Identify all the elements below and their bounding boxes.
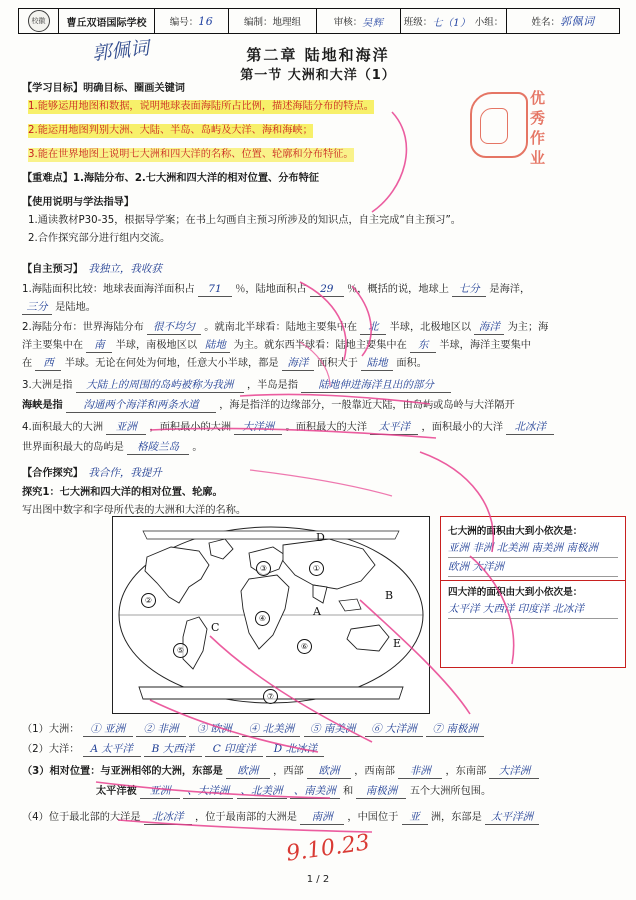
stamp-line-4: 业 — [530, 149, 547, 167]
answer-3-pacific-1: 亚洲 — [140, 784, 180, 799]
answer-1-item-6: ⑥ 大洋洲 — [365, 722, 423, 737]
answer-1-label: （1）大洲： — [22, 724, 80, 735]
q4-text-d: ，面积最小的大洋 — [421, 422, 504, 433]
ocean-order-title: 四大洋的面积由大到小依次是： — [448, 587, 583, 598]
header-table — [18, 8, 620, 34]
preview-q1-line2 — [22, 300, 96, 315]
q2-answer-g: 东 — [410, 338, 436, 353]
cooperate-heading-row — [22, 466, 162, 481]
answer-3-row-2 — [96, 784, 491, 799]
answer-3-text-c: ，西部 — [273, 766, 304, 777]
stamp-text — [530, 88, 546, 168]
reviewer — [317, 9, 401, 33]
q2-text-g: 为主。就东西半球看：陆地主要集中在 — [233, 340, 407, 351]
answer-4-southmost: 南洲 — [300, 810, 344, 825]
reviewer-label: 审核： — [333, 17, 363, 28]
objectives-heading: 【学习目标】明确目标、圈画关键词 — [22, 83, 185, 94]
crest-circle: 校徽 — [28, 10, 50, 32]
answer-2-label: （2）大洋： — [22, 744, 80, 755]
preview-q3-line2 — [22, 398, 515, 413]
q3-answer-d: 沟通两个海洋和两条水道 — [66, 398, 216, 413]
area-order-answer-box — [440, 516, 626, 668]
chapter-title: 第二章 陆地和海洋 — [246, 46, 390, 64]
answer-3-southeast: 大洋洲 — [489, 764, 539, 779]
q2-text-k: 面积大于 — [317, 358, 358, 369]
answer-3-pacific-5: 南极洲 — [356, 784, 406, 799]
q4-text-b: ，面积最小的大洲 — [149, 422, 232, 433]
school-crest-icon — [19, 9, 59, 33]
cooperate-heading-note: 我合作，我提升 — [88, 467, 162, 479]
cooperate-heading: 【合作探究】 — [22, 468, 84, 479]
answer-3-row-1 — [22, 764, 539, 779]
answer-1-item-5: ⑤ 南美洲 — [304, 722, 362, 737]
answer-3-pacific-and: 和 — [343, 786, 354, 797]
usage-heading: 【使用说明与学法指导】 — [22, 197, 135, 208]
answer-1-item-1: ① 亚洲 — [83, 722, 133, 737]
stamp-line-3: 作 — [530, 129, 547, 147]
answer-2-item-4: D 北冰洋 — [266, 742, 324, 757]
stamp-line-2: 秀 — [530, 109, 547, 127]
answer-3-pacific-2: 、大洋洲 — [183, 784, 233, 799]
objective-item-3: 3.能在世界地图上说明七大洲和四大洋的名称、位置、轮廓和分布特征。 — [28, 149, 354, 160]
stamp-line-1: 优 — [530, 89, 547, 107]
q4-answer-a: 亚洲 — [106, 420, 146, 435]
q2-text-l: 面积。 — [396, 358, 427, 369]
answer-1-item-7: ⑦ 南极洲 — [426, 722, 484, 737]
answer-3-text-e: ，西南部 — [354, 766, 395, 777]
q4-answer-b: 大洋洲 — [234, 420, 282, 435]
class-label: 班级： — [403, 17, 433, 28]
objective-item-1: 1.能够运用地图和数据，说明地球表面海陆所占比例，描述海陆分布的特点。 — [28, 101, 374, 112]
answer-4-text-e: ，中国位于 — [347, 812, 399, 823]
cooperate-task: 探究1：七大洲和四大洋的相对位置、轮廓。 — [22, 487, 223, 498]
answer-2-item-3: C 印度洋 — [205, 742, 263, 757]
map-number-1: ① — [309, 561, 324, 576]
answer-4-row — [22, 810, 539, 825]
q3-text-b: ，半岛是指 — [246, 380, 298, 391]
map-label-A: A — [313, 605, 321, 618]
q2-text-b: 。就南北半球看：陆地主要集中在 — [204, 322, 358, 333]
world-map-svg — [113, 517, 429, 713]
q1-text-b: ％，陆地面积占 — [235, 284, 307, 295]
q3-answer-b: 陆地伸进海洋且出的部分 — [301, 378, 451, 393]
continent-order-title: 七大洲的面积由大到小依次是： — [448, 526, 583, 537]
usage-item-1: 1.通读教材P30-35，根据导学案；在书上勾画自主预习所涉及的知识点，自主完成“自主预习”。 — [28, 215, 461, 226]
answer-3-west: 欧洲 — [307, 764, 351, 779]
q2-text-f: 半球，南极地区以 — [115, 340, 198, 351]
answer-3-east: 欧洲 — [226, 764, 270, 779]
q4-answer-d: 北冰洋 — [506, 420, 554, 435]
answer-4-text-c: ，位于最南部的大洲是 — [195, 812, 297, 823]
objective-item-2: 2.能运用地图判别大洲、大陆、半岛、岛屿及大洋、海和海峡； — [28, 125, 313, 136]
q2-answer-b: 北 — [360, 320, 386, 335]
q2-answer-a: 很不均匀 — [147, 320, 201, 335]
doc-number — [155, 9, 229, 33]
q4-text-a: 4.面积最大的大洲 — [22, 422, 104, 433]
continent-order-line-1: 亚洲 非洲 北美洲 南美洲 南极洲 — [448, 540, 618, 558]
student-signature: 郭佩词 — [91, 37, 151, 65]
subgroup-label: 小组： — [474, 17, 504, 28]
q2-answer-e: 南 — [86, 338, 112, 353]
q2-answer-j: 海洋 — [282, 356, 314, 371]
usage-item-2: 2.合作探究部分进行组内交流。 — [28, 233, 171, 244]
answer-2-item-1: A 太平洋 — [83, 742, 141, 757]
student-name — [507, 9, 619, 33]
q3-text-d: 海峡是指 — [22, 400, 63, 411]
preview-q3-line1 — [22, 378, 451, 393]
doc-number-value: 16 — [198, 14, 214, 28]
map-number-2: ② — [141, 593, 156, 608]
class-group — [401, 9, 507, 33]
answer-3-label: （3）相对位置：与亚洲相邻的大洲，东部是 — [22, 766, 223, 777]
preview-q2-line3 — [22, 356, 427, 371]
q2-text-d: 为主；海 — [507, 322, 549, 333]
q1-answer-b: 29 — [310, 282, 344, 297]
editor-value: 地理组 — [272, 17, 302, 28]
q2-text-i: 在 — [22, 358, 33, 369]
answer-1-item-4: ④ 北美洲 — [242, 722, 300, 737]
q4-answer-f: 格陵兰岛 — [127, 440, 189, 455]
keypoints-heading: 【重难点】1.海陆分布、2.七大洲和四大洋的相对位置、分布特征 — [22, 173, 319, 184]
excellent-work-stamp — [470, 86, 588, 174]
teacher-date-mark: 9.10.23 — [284, 830, 372, 867]
q1-text-f: 是陆地。 — [55, 302, 96, 313]
preview-q4-line2 — [22, 440, 203, 455]
ocean-order-line-1: 太平洋 大西洋 印度洋 北冰洋 — [448, 601, 618, 619]
student-name-label: 姓名： — [531, 17, 560, 28]
q4-text-g: 。 — [192, 442, 203, 453]
q2-text-j: 半球。无论在何处为何地，任意大小半球，都是 — [64, 358, 279, 369]
answer-4-northmost: 北冰洋 — [144, 810, 192, 825]
editor-group — [229, 9, 317, 33]
editor-label: 编制： — [243, 17, 273, 28]
answer-2-item-2: B 大西洋 — [144, 742, 202, 757]
preview-q1 — [22, 282, 530, 297]
q3-answer-a: 大陆上的周围的岛屿被称为我洲 — [76, 378, 244, 393]
map-number-4: ④ — [255, 611, 270, 626]
answer-3-pacific-label: 太平洋被 — [96, 786, 137, 797]
map-label-E: E — [393, 637, 402, 650]
section-title: 第一节 大洲和大洋（1） — [240, 68, 396, 83]
class-value: 七（1） — [432, 17, 471, 29]
map-label-C: C — [211, 621, 220, 634]
q1-text-a: 1.海陆面积比较：地球表面海洋面积占 — [22, 284, 195, 295]
q4-text-c: 。面积最大的大洋 — [285, 422, 368, 433]
answer-3-pacific-tail: 五个大洲所包围。 — [409, 786, 492, 797]
map-label-B: B — [385, 589, 394, 602]
continent-order-line-2: 欧洲 大洋洲 — [448, 559, 618, 577]
answer-3-pacific-4: 、南美洲 — [290, 784, 340, 799]
q1-answer-a: 71 — [198, 282, 232, 297]
doc-number-label: 编号： — [169, 17, 199, 28]
q3-text-a: 3.大洲是指 — [22, 380, 73, 391]
reviewer-value: 吴辉 — [362, 17, 384, 29]
preview-heading: 【自主预习】 — [22, 264, 84, 275]
q1-answer-c: 七分 — [452, 282, 486, 297]
answer-1-item-3: ③ 欧洲 — [189, 722, 239, 737]
preview-heading-note: 我独立，我收获 — [88, 263, 162, 275]
q1-answer-e: 三分 — [22, 300, 52, 315]
answer-3-text-g: ，东南部 — [445, 766, 487, 777]
school-name: 曹丘双语国际学校 — [59, 9, 155, 33]
preview-q2-line1 — [22, 320, 548, 335]
answer-1-row — [22, 722, 484, 737]
preview-heading-row — [22, 262, 162, 277]
preview-q4-line1 — [22, 420, 554, 435]
q2-answer-i: 西 — [35, 356, 61, 371]
q2-answer-c: 海洋 — [474, 320, 504, 335]
world-map-figure — [112, 516, 430, 714]
q2-answer-f: 陆地 — [200, 338, 230, 353]
answer-4-text-g: 洲，东部是 — [430, 812, 482, 823]
cooperate-instruction: 写出图中数字和字母所代表的大洲和大洋的名称。 — [22, 505, 247, 516]
answer-2-row — [22, 742, 324, 757]
answer-4-label: （4）位于最北部的大洋是 — [22, 812, 141, 823]
map-label-D: D — [316, 531, 325, 544]
thumbs-up-icon — [470, 92, 528, 158]
q4-text-f: 世界面积最大的岛屿是 — [22, 442, 124, 453]
q2-text-h: 半球，海洋主要集中 — [439, 340, 531, 351]
map-number-3: ③ — [256, 561, 271, 576]
preview-q2-line2 — [22, 338, 531, 353]
answer-box-divider — [441, 580, 625, 581]
answer-3-southwest: 非洲 — [398, 764, 442, 779]
student-name-value: 郭佩词 — [560, 15, 595, 28]
q2-answer-k: 陆地 — [361, 356, 393, 371]
q1-text-d: 是海洋， — [489, 284, 531, 295]
q1-text-c: ％，概括的说，地球上 — [347, 284, 449, 295]
q2-text-e: 洋主要集中在 — [22, 340, 84, 351]
map-number-6: ⑥ — [297, 639, 312, 654]
answer-1-item-2: ② 非洲 — [136, 722, 186, 737]
answer-4-china: 亚 — [402, 810, 428, 825]
q4-answer-c: 太平洋 — [370, 420, 418, 435]
answer-3-pacific-3: 、北美洲 — [237, 784, 287, 799]
answer-4-east: 太平洋洲 — [485, 810, 539, 825]
map-number-7: ⑦ — [263, 689, 278, 704]
map-number-5: ⑤ — [173, 643, 188, 658]
q2-text-c: 半球，北极地区以 — [389, 322, 472, 333]
page-number: 1 / 2 — [306, 874, 330, 885]
q2-text-a: 2.海陆分布：世界海陆分布 — [22, 322, 144, 333]
q3-text-e: ，海是指洋的边缘部分，一般靠近大陆，由岛屿或岛岭与大洋隔开 — [219, 400, 515, 411]
